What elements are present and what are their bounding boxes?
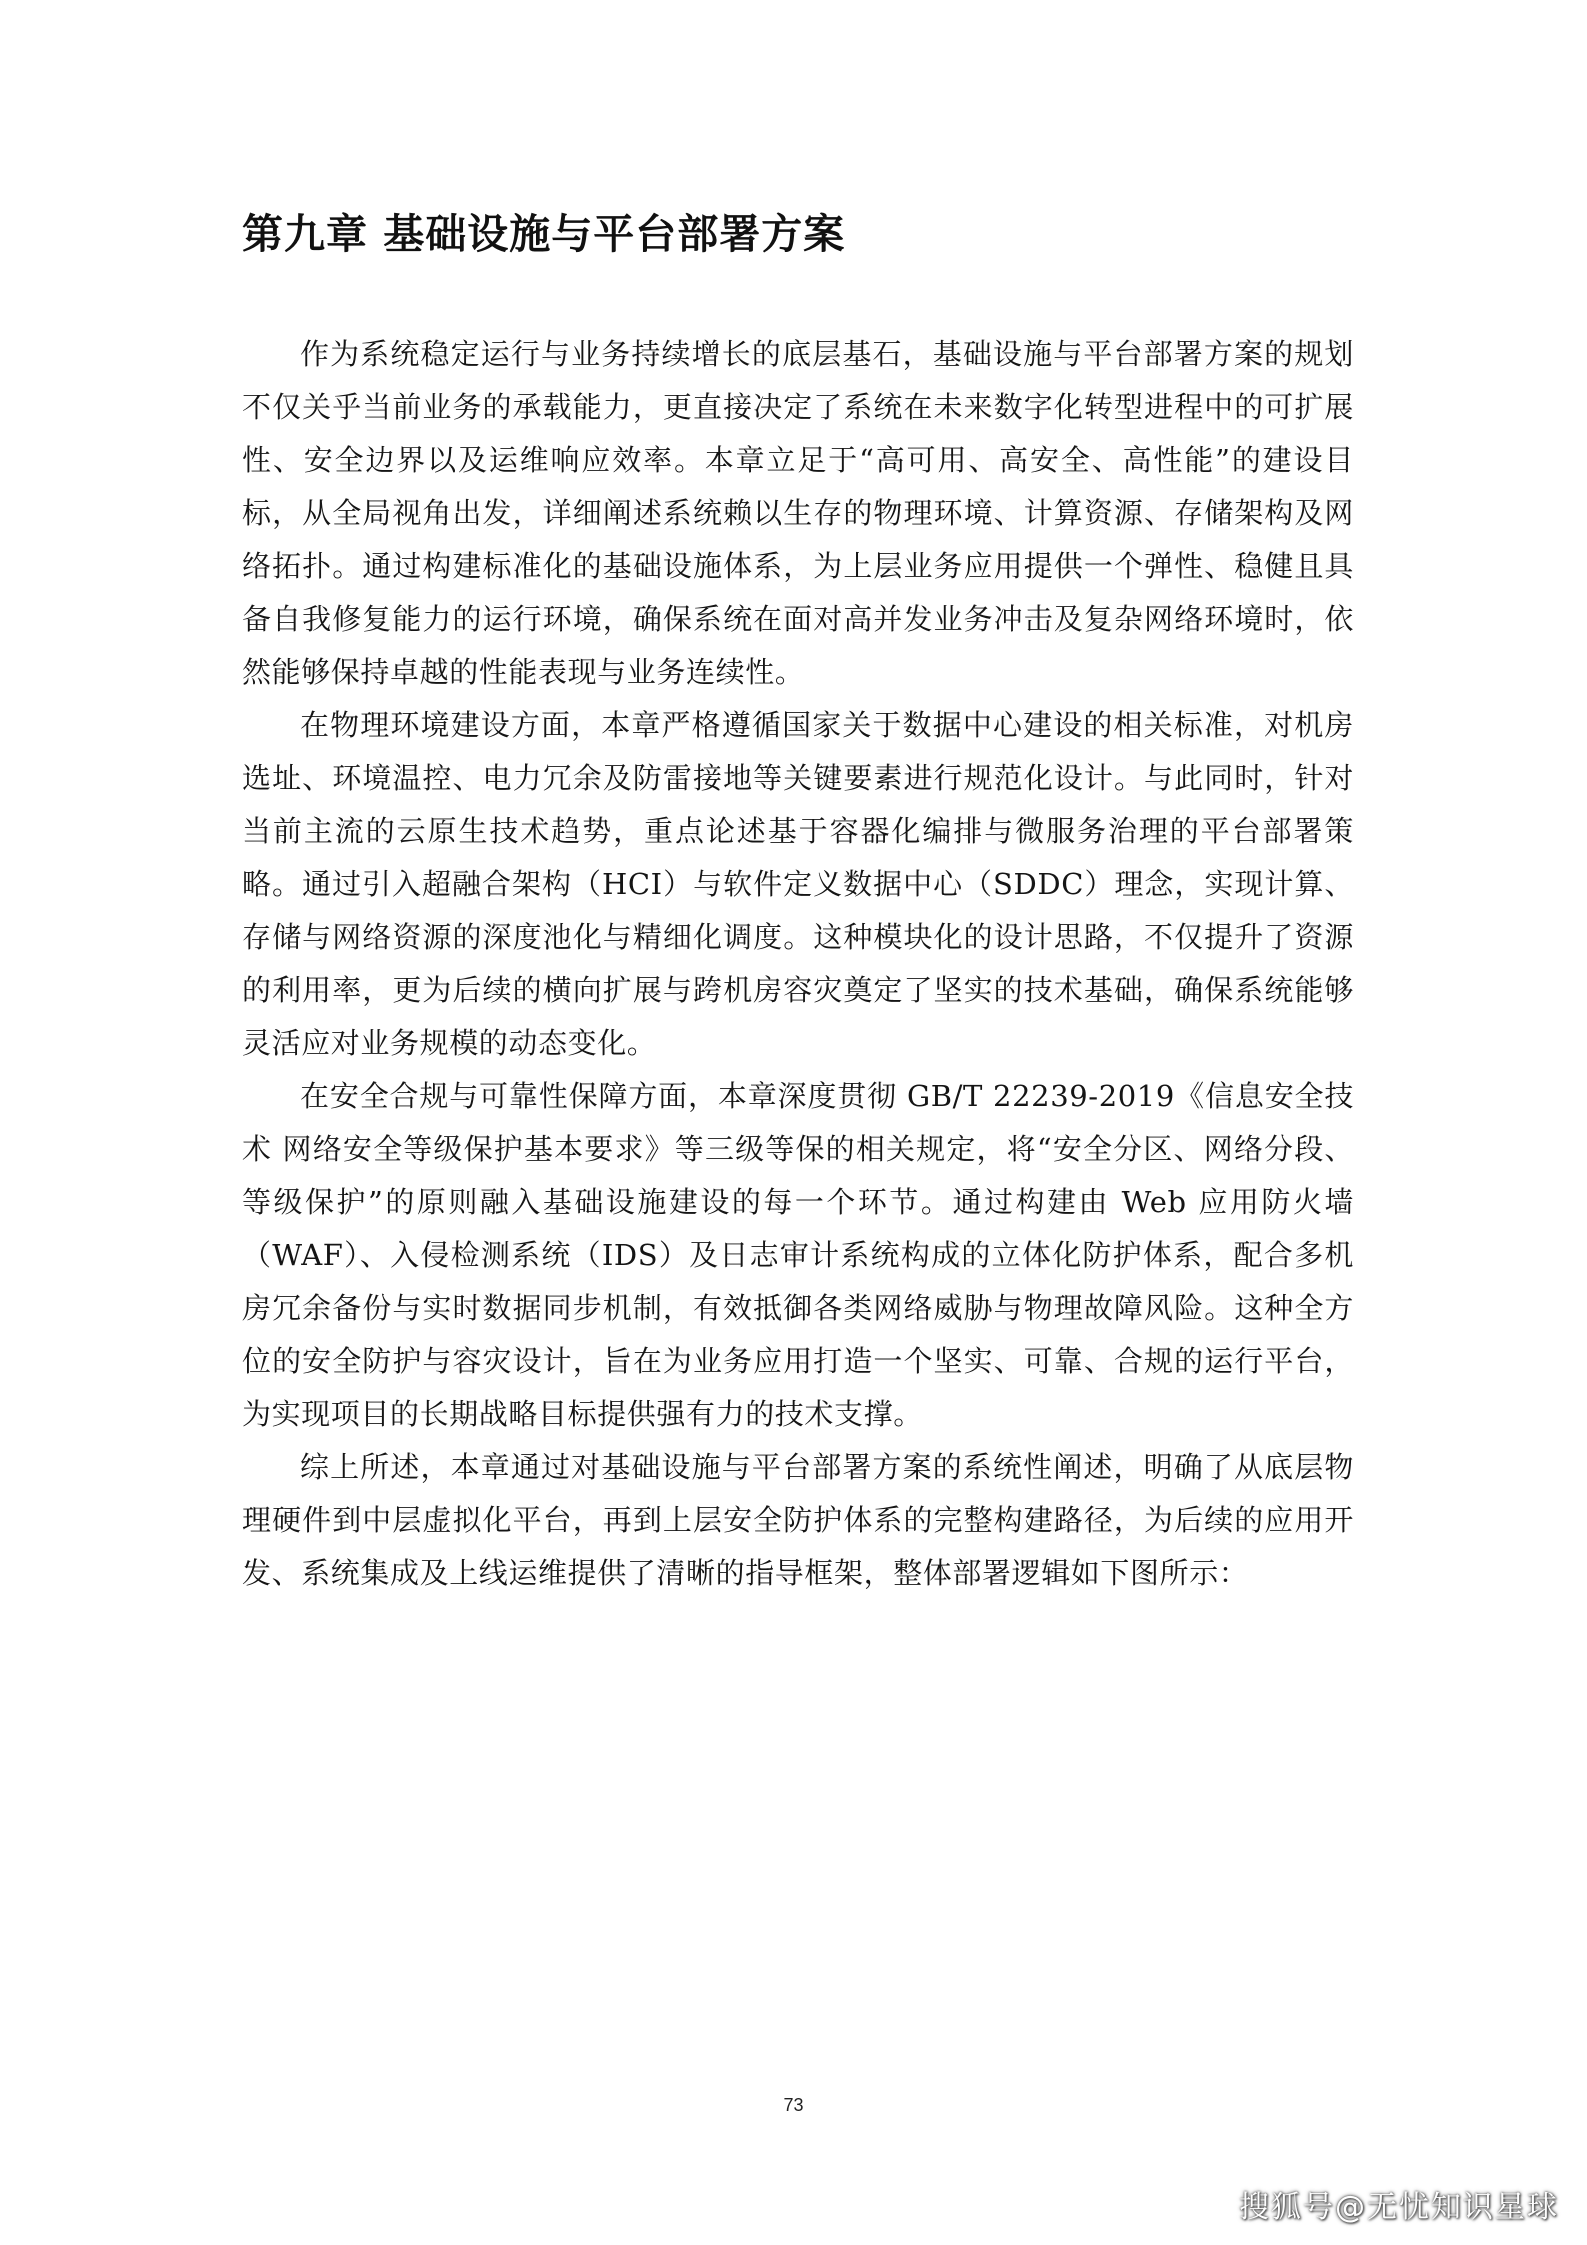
watermark: 搜狐号@无忧知识星球 bbox=[1239, 2190, 1559, 2225]
page-number: 73 bbox=[783, 2095, 804, 2115]
paragraph-intro: 作为系统稳定运行与业务持续增长的底层基石，基础设施与平台部署方案的规划不仅关乎当前业务的承载能力，更直接决定了系统在未来数字化转型进程中的可扩展性、安全边界以及运维响应效率。本章立足于“高可用、高安全、高性能”的建设目标，从全局视角出发，详细阐述系统赖以生存的物理环境、计算资源、存储架构及网络拓扑。通过构建标准化的基础设施体系，为上层业务应用提供一个弹性、稳健且具备自我修复能力的运行环境，确保系统在面对高并发业务冲击及复杂网络环境时，依然能够保持卓越的性能表现与业务连续性。 bbox=[242, 337, 1354, 689]
paragraph-security-compliance: 在安全合规与可靠性保障方面，本章深度贯彻 GB/T 22239-2019《信息安全技术 网络安全等级保护基本要求》等三级等保的相关规定，将“安全分区、网络分段、等级保护”的原则融入基础设施建设的每一个环节。通过构建由 Web 应用防火墙（WAF）、入侵检测系统（IDS）及日志审计系统构成的立体化防护体系，配合多机房冗余备份与实时数据同步机制，有效抵御各类网络威胁与物理故障风险。这种全方位的安全防护与容灾设计，旨在为业务应用打造一个坚实、可靠、合规的运行平台，为实现项目的长期战略目标提供强有力的技术支撑。 bbox=[242, 1079, 1354, 1431]
chapter-body bbox=[242, 328, 1354, 1600]
paragraph-physical-environment: 在物理环境建设方面，本章严格遵循国家关于数据中心建设的相关标准，对机房选址、环境温控、电力冗余及防雷接地等关键要素进行规范化设计。与此同时，针对当前主流的云原生技术趋势，重点论述基于容器化编排与微服务治理的平台部署策略。通过引入超融合架构（HCI）与软件定义数据中心（SDDC）理念，实现计算、存储与网络资源的深度池化与精细化调度。这种模块化的设计思路，不仅提升了资源的利用率，更为后续的横向扩展与跨机房容灾奠定了坚实的技术基础，确保系统能够灵活应对业务规模的动态变化。 bbox=[242, 708, 1354, 1060]
chapter-title: 第九章 基础设施与平台部署方案 bbox=[242, 210, 846, 258]
paragraph-summary: 综上所述，本章通过对基础设施与平台部署方案的系统性阐述，明确了从底层物理硬件到中层虚拟化平台，再到上层安全防护体系的完整构建路径，为后续的应用开发、系统集成及上线运维提供了清晰的指导框架，整体部署逻辑如下图所示： bbox=[242, 1450, 1354, 1590]
